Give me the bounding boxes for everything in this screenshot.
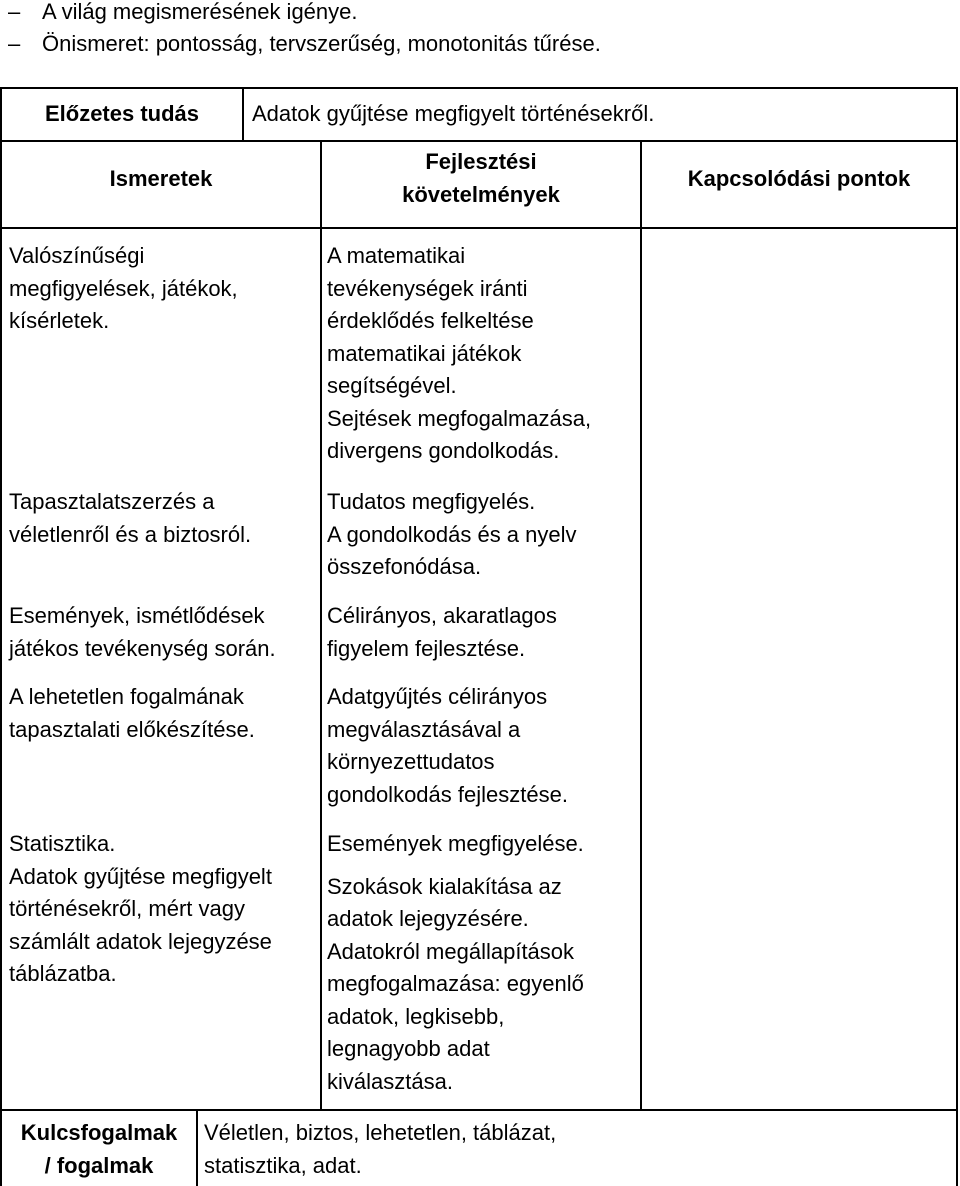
knowledge-cell: A lehetetlen fogalmának tapasztalati előkészítése. [9, 684, 255, 742]
requirement-cell: Események megfigyelése. Szokások kialakítása az adatok lejegyzésére. Adatokról megállapítások megfogalmazása: egyenlő adatok, legkisebb, legnagyobb adat kiválasztása. [327, 831, 584, 1094]
header-fejlesztesi: Fejlesztési követelmények [402, 149, 560, 207]
requirement-cell: Célirányos, akaratlagos figyelem fejlesztése. [327, 603, 557, 661]
prior-knowledge-label: Előzetes tudás [44, 101, 200, 126]
requirement-cell: Tudatos megfigyelés. A gondolkodás és a nyelv összefonódása. [327, 489, 577, 579]
prior-knowledge-value: Adatok gyűjtése megfigyelt történésekről. [252, 101, 655, 126]
keywords-value: Véletlen, biztos, lehetetlen, táblázat, statisztika, adat. [204, 1120, 557, 1178]
requirement-cell: A matematikai tevékenységek iránti érdeklődés felkeltése matematikai játékok segítségével. Sejtések megfogalmazása, divergens gondolkodás. [327, 243, 592, 463]
header-ismeretek: Ismeretek [109, 166, 213, 191]
goal-item: – A világ megismerésének igénye. [8, 0, 358, 28]
keywords-label: Kulcsfogalmak / fogalmak [20, 1120, 178, 1178]
knowledge-cell: Tapasztalatszerzés a véletlenről és a biztosról. [9, 489, 252, 547]
goal-item: – Önismeret: pontosság, tervszerűség, monotonitás tűrése. [8, 28, 601, 60]
knowledge-cell: Statisztika. Adatok gyűjtése megfigyelt történésekről, mért vagy számlált adatok lejegyzése táblázatba. [9, 831, 272, 986]
requirement-cell: Adatgyűjtés célirányos megválasztásával a környezettudatos gondolkodás fejlesztése. [327, 684, 568, 807]
dash-glyph: – [8, 31, 21, 56]
header-kapcsolodasi: Kapcsolódási pontok [687, 166, 911, 191]
knowledge-cell: Valószínűségi megfigyelések, játékok, kísérletek. [9, 243, 238, 333]
dash-glyph: – [8, 0, 21, 24]
knowledge-cell: Események, ismétlődések játékos tevékenység során. [9, 603, 276, 661]
